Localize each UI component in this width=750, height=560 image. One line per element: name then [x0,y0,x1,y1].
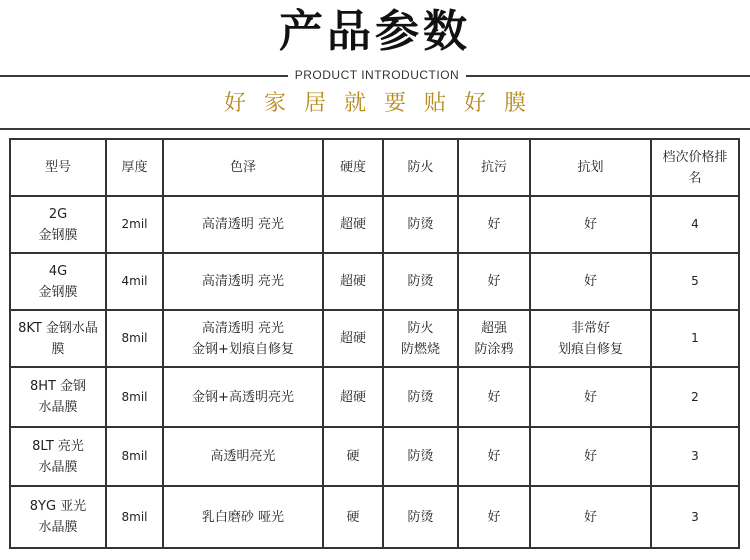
cell-thickness: 4mil [106,253,163,310]
cell-fire-line: 防烫 [407,274,434,289]
cell-hardness: 超硬 [323,367,383,427]
cell-model [10,427,106,486]
cell-fire-line: 防烫 [407,217,434,232]
cell-hardness: 超硬 [323,310,383,367]
cell-color [163,367,323,427]
cell-thickness: 8mil [106,486,163,548]
cell-rank: 5 [651,253,739,310]
cell-hardness: 硬 [323,427,383,486]
cell-rank: 1 [651,310,739,367]
cell-color-line: 高透明亮光 [210,449,276,464]
table-row [10,196,739,253]
cell-stain [458,196,530,253]
cell-scratch [530,486,651,548]
col-header-fire: 防火 [383,139,458,196]
cell-stain-line: 防涂鸦 [474,341,514,357]
cell-scratch-line: 好 [583,449,597,464]
cell-hardness: 硬 [323,486,383,548]
cell-model-line: 8HT 金钢 [29,379,87,394]
cell-model [10,367,106,427]
cell-hardness: 超硬 [323,196,383,253]
cell-color-line: 高清透明 亮光 [201,320,285,336]
cell-model-line: 8LT 亮光 [32,438,84,454]
col-header-thickness: 厚度 [106,139,163,196]
cell-model-line: 膜 [51,341,65,357]
cell-fire [383,427,458,486]
col-header-stain: 抗污 [458,139,530,196]
cell-rank: 3 [651,427,739,486]
table-header-row [10,139,739,196]
cell-model [10,196,106,253]
col-header-model: 型号 [10,139,106,196]
cell-color [163,196,323,253]
cell-color [163,310,323,367]
divider-right [466,75,750,77]
cell-hardness: 超硬 [323,253,383,310]
cell-model-line: 水晶膜 [38,400,78,415]
cell-fire-line: 防烫 [407,389,434,405]
cell-model-line: 8KT 金钢水晶 [18,320,98,336]
cell-thickness: 8mil [106,367,163,427]
product-spec-table [9,138,740,549]
cell-color-line: 金钢+高透明亮光 [192,389,294,405]
cell-fire [383,196,458,253]
cell-model-line: 金钢膜 [38,227,78,243]
cell-scratch [530,196,651,253]
table-row [10,486,739,548]
cell-thickness: 8mil [106,427,163,486]
cell-rank: 2 [651,367,739,427]
col-header-rank: 档次价格排名 [651,139,739,196]
cell-model-line: 水晶膜 [38,520,78,535]
cell-scratch-line: 好 [583,274,597,289]
cell-rank: 3 [651,486,739,548]
cell-stain-line: 好 [487,389,501,405]
cell-scratch-line: 好 [583,509,597,525]
cell-fire [383,367,458,427]
cell-thickness: 8mil [106,310,163,367]
col-header-scratch: 抗划 [530,139,651,196]
cell-stain-line: 好 [487,274,501,289]
cell-fire [383,486,458,548]
cell-color-line: 金钢+划痕自修复 [192,341,294,357]
cell-fire [383,253,458,310]
cell-fire-line: 防烫 [407,509,434,525]
cell-model-line: 水晶膜 [38,459,78,475]
cell-fire-line: 防燃烧 [400,341,440,357]
cell-stain [458,427,530,486]
cell-scratch-line: 非常好 [570,320,610,336]
cell-stain-line: 超强 [480,320,507,336]
col-header-hardness: 硬度 [323,139,383,196]
cell-fire [383,310,458,367]
cell-scratch-line: 划痕自修复 [557,341,623,357]
cell-stain [458,253,530,310]
cell-rank: 4 [651,196,739,253]
divider-left [0,75,288,77]
cell-scratch [530,367,651,427]
cell-stain [458,310,530,367]
cell-color-line: 高清透明 亮光 [201,274,285,289]
cell-model-line: 2G [48,206,68,222]
cell-color [163,253,323,310]
cell-stain-line: 好 [487,449,501,464]
cell-scratch [530,427,651,486]
cell-model-line: 8YG 亚光 [29,499,87,514]
cell-thickness: 2mil [106,196,163,253]
tagline: 好家居就要贴好膜 [223,91,544,116]
cell-color [163,486,323,548]
table-row [10,253,739,310]
product-introduction-subtitle: PRODUCT INTRODUCTION [294,68,460,82]
cell-stain-line: 好 [487,509,501,525]
cell-fire-line: 防火 [407,320,434,336]
col-header-color: 色泽 [163,139,323,196]
table-row [10,310,739,367]
cell-scratch-line: 好 [583,389,597,405]
cell-stain [458,367,530,427]
cell-color-line: 高清透明 亮光 [201,217,285,232]
cell-stain-line: 好 [487,217,501,232]
cell-scratch-line: 好 [583,217,597,232]
cell-scratch [530,253,651,310]
cell-scratch [530,310,651,367]
divider-full [0,128,750,130]
page-title: 产品参数 [279,6,471,57]
cell-color [163,427,323,486]
cell-model [10,486,106,548]
cell-fire-line: 防烫 [407,449,434,464]
cell-model [10,310,106,367]
cell-stain [458,486,530,548]
cell-color-line: 乳白磨砂 哑光 [201,509,285,525]
table-row [10,367,739,427]
cell-model [10,253,106,310]
cell-model-line: 4G [48,263,68,279]
table-row [10,427,739,486]
cell-model-line: 金钢膜 [38,284,78,300]
